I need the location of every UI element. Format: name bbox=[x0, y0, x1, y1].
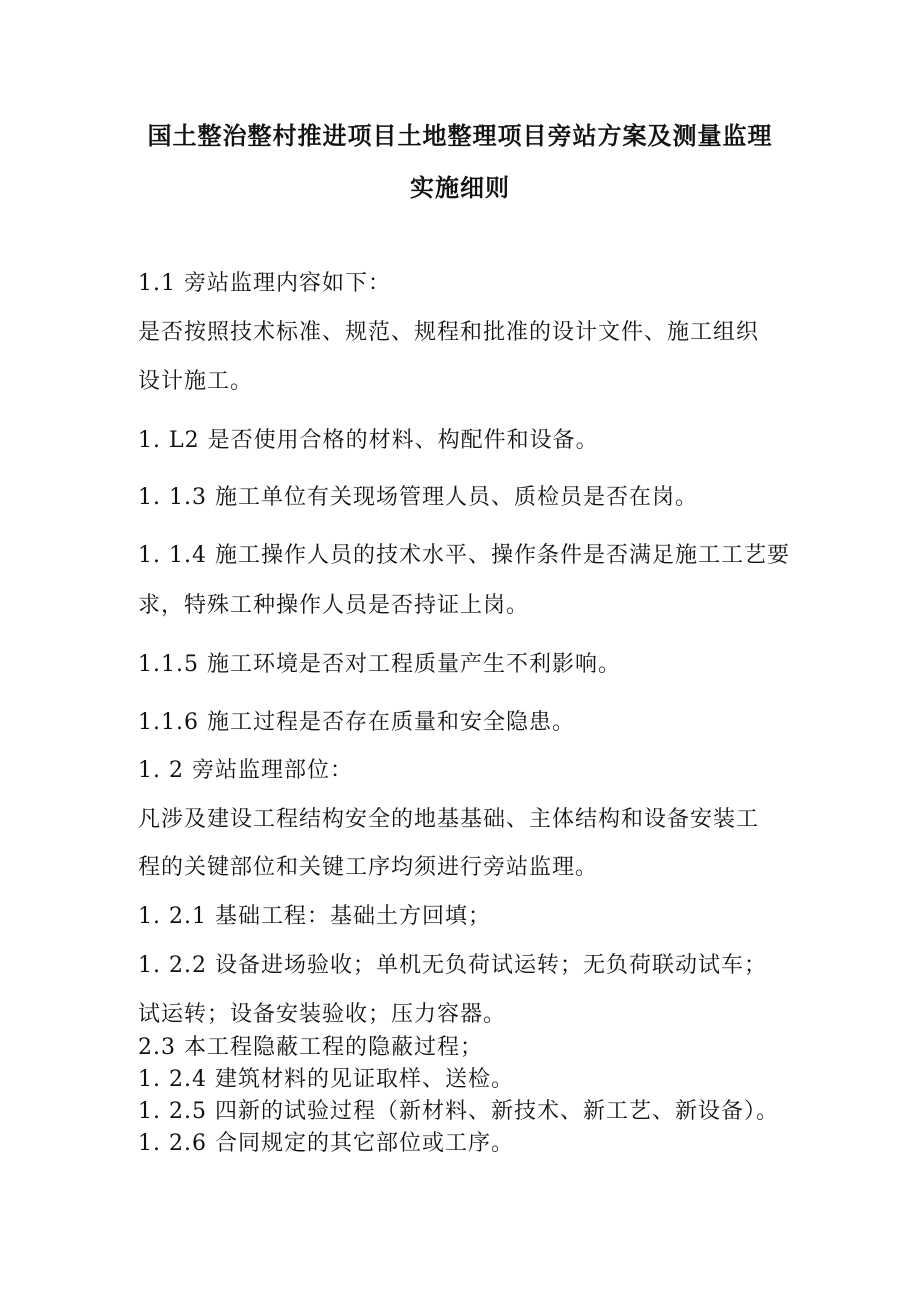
section-heading-1-1: 1.1 旁站监理内容如下： bbox=[138, 271, 391, 296]
document-title-line-2: 实施细则 bbox=[410, 173, 510, 202]
list-item-1-1-4: 1. 1.4 施工操作人员的技术水平、操作条件是否满足施工工艺要 bbox=[138, 543, 790, 568]
list-item-1-1-3: 1. 1.3 施工单位有关现场管理人员、质检员是否在岗。 bbox=[138, 485, 698, 510]
list-item-1-2-5: 1. 2.5 四新的试验过程（新材料、新技术、新工艺、新设备）。 bbox=[138, 1099, 779, 1124]
list-item-1-2-4: 1. 2.4 建筑材料的见证取样、送检。 bbox=[138, 1067, 514, 1092]
list-item-1-2-2: 1. 2.2 设备进场验收；单机无负荷试运转；无负荷联动试车； bbox=[138, 953, 767, 978]
list-item-1-1-2: 1. L2 是否使用合格的材料、构配件和设备。 bbox=[138, 428, 599, 453]
body-text-line: 程的关键部位和关键工序均须进行旁站监理。 bbox=[138, 855, 599, 880]
list-item-1-2-1: 1. 2.1 基础工程：基础土方回填； bbox=[138, 904, 491, 929]
section-heading-1-2: 1. 2 旁站监理部位： bbox=[138, 758, 353, 783]
body-text-line: 求，特殊工种操作人员是否持证上岗。 bbox=[138, 593, 530, 618]
body-text-line: 凡涉及建设工程结构安全的地基基础、主体结构和设备安装工 bbox=[138, 807, 760, 832]
list-item-2-3: 2.3 本工程隐蔽工程的隐蔽过程； bbox=[138, 1035, 483, 1060]
list-item-1-2-6: 1. 2.6 合同规定的其它部位或工序。 bbox=[138, 1131, 514, 1156]
body-text-line: 设计施工。 bbox=[138, 369, 254, 394]
body-text-line: 是否按照技术标准、规范、规程和批准的设计文件、施工组织 bbox=[138, 320, 760, 345]
list-item-1-1-6: 1.1.6 施工过程是否存在质量和安全隐患。 bbox=[138, 710, 575, 735]
list-item-1-1-5: 1.1.5 施工环境是否对工程质量产生不利影响。 bbox=[138, 652, 621, 677]
body-text-line: 试运转；设备安装验收；压力容器。 bbox=[138, 1002, 507, 1027]
document-title-line-1: 国土整治整村推进项目土地整理项目旁站方案及测量监理 bbox=[147, 121, 773, 150]
